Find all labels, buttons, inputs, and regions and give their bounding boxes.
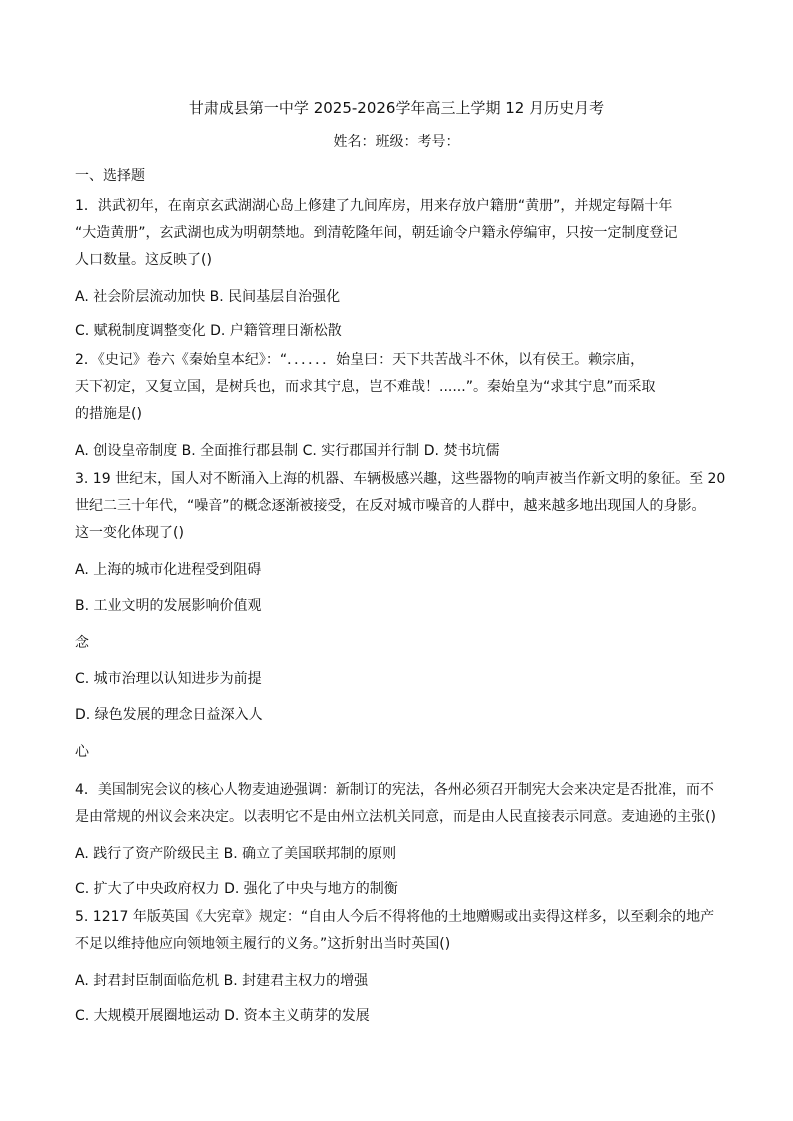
question-5-line-2: 不足以维持他应向领地领主履行的义务。”这折射出当时英国() xyxy=(75,936,451,952)
question-4-options-ab: A. 践行了资产阶级民主 B. 确立了美国联邦制的原则 xyxy=(75,846,397,862)
question-3-line-1: 3. 19 世纪末，国人对不断涌入上海的机器、车辆极感兴趣，这些器物的响声被当作新文明的象征。至 20 xyxy=(75,471,726,487)
question-3-option-b-wrap: 念 xyxy=(75,635,89,651)
question-4-options-cd: C. 扩大了中央政府权力 D. 强化了中央与地方的制衡 xyxy=(75,881,398,897)
question-2-line-3: 的措施是() xyxy=(75,406,142,422)
question-3-option-c: C. 城市治理以认知进步为前提 xyxy=(75,671,262,687)
section-heading: 一、选择题 xyxy=(75,168,145,184)
question-1-line-3: 人口数量。这反映了() xyxy=(75,252,212,268)
question-1-line-1: 1．洪武初年，在南京玄武湖湖心岛上修建了九间库房，用来存放户籍册“黄册”，并规定每隔十年 xyxy=(75,198,673,214)
question-2-options: A. 创设皇帝制度 B. 全面推行郡县制 C. 实行郡国并行制 D. 焚书坑儒 xyxy=(75,443,500,459)
question-3-line-2: 世纪二三十年代，“噪音”的概念逐渐被接受，在反对城市噪音的人群中，越来越多地出现国人的身影。 xyxy=(75,498,706,514)
question-3-option-a: A. 上海的城市化进程受到阻碍 xyxy=(75,562,262,578)
question-3-line-3: 这一变化体现了() xyxy=(75,525,184,541)
question-2-line-2: 天下初定，又复立国，是树兵也，而求其宁息，岂不难哉！......”。秦始皇为“求其宁息”而采取 xyxy=(75,379,656,395)
question-3-option-b: B. 工业文明的发展影响价值观 xyxy=(75,598,262,614)
question-5-options-cd: C. 大规模开展圈地运动 D. 资本主义萌芽的发展 xyxy=(75,1008,370,1024)
question-3-option-d-wrap: 心 xyxy=(75,744,89,760)
exam-title: 甘肃成县第一中学 2025-2026学年高三上学期 12 月历史月考 xyxy=(188,99,605,117)
question-1-line-2: “大造黄册”，玄武湖也成为明朝禁地。到清乾隆年间，朝廷谕令户籍永停编审，只按一定制度登记 xyxy=(75,225,678,241)
question-1-options-cd: C. 赋税制度调整变化 D. 户籍管理日渐松散 xyxy=(75,323,342,339)
student-info-line: 姓名：班级：考号： xyxy=(333,134,460,150)
question-5-line-1: 5. 1217 年版英国《大宪章》规定：“自由人今后不得将他的土地赠赐或出卖得这样多，以至剩余的地产 xyxy=(75,909,715,925)
question-2-line-1: 2．《史记》卷六《秦始皇本纪》：“．．．．．．始皇曰：天下共苦战斗不休，以有侯王。赖宗庙， xyxy=(75,352,645,368)
question-4-line-1: 4．美国制宪会议的核心人物麦迪逊强调：新制订的宪法，各州必须召开制宪大会来决定是否批准，而不 xyxy=(75,782,714,798)
question-3-option-d: D. 绿色发展的理念日益深入人 xyxy=(75,707,263,723)
question-5-options-ab: A. 封君封臣制面临危机 B. 封建君主权力的增强 xyxy=(75,973,369,989)
question-4-line-2: 是由常规的州议会来决定。以表明它不是由州立法机关同意，而是由人民直接表示同意。麦迪逊的主张() xyxy=(75,809,716,825)
question-1-options-ab: A. 社会阶层流动加快 B. 民间基层自治强化 xyxy=(75,289,341,305)
